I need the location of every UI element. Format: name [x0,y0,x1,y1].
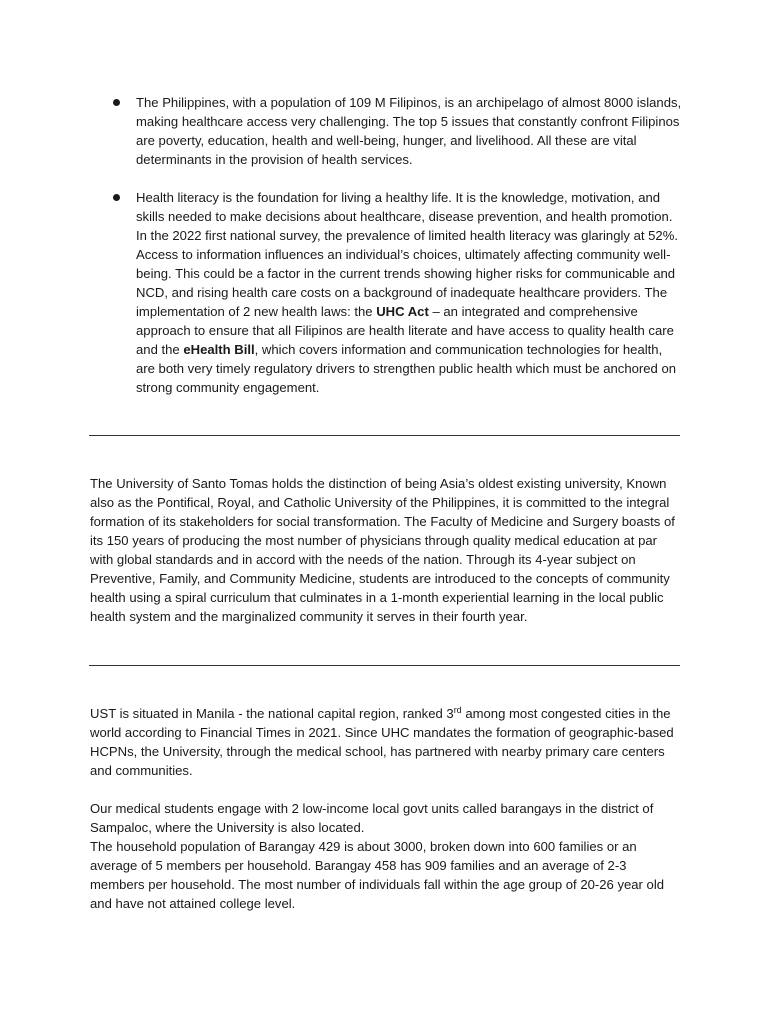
paragraph-text: among most congested cities in the world according to Financial Times in 2021. Since UHC mandates the formation of geographic-based HCPNs, the University, through the medical school, has partnered with nearby primary care centers and communities. [90,706,674,778]
section-divider [89,435,680,436]
bullet-text: – an integrated and comprehensive approach to ensure that all Filipinos are health literate and have access to quality health care and the [136,304,674,357]
bullet-dot-icon [113,194,120,201]
bullet-item-health-literacy [112,188,682,397]
paragraph-text: UST is situated in Manila - the national capital region, ranked 3 [90,706,454,721]
paragraph-line: Our medical students engage with 2 low-income local govt units called barangays in the district of Sampaloc, where the University is also located. [90,801,654,835]
uhc-act-term: UHC Act [376,304,429,319]
ust-paragraph: The University of Santo Tomas holds the distinction of being Asia’s oldest existing university, Known also as the Pontifical, Royal, and Catholic University of the Philippines, it is committed to the integral formation of its stakeholders for social transformation. The Faculty of Medicine and Surgery boasts of its 150 years of producing the most number of physicians through quality medical education at par with global standards and in accord with the needs of the nation. Through its 4-year subject on Preventive, Family, and Community Medicine, students are introduced to the concepts of community health using a spiral curriculum that culminates in a 1-month experiential learning in the local public health system and the marginalized community it serves in their fourth year. [90,476,675,624]
bullet-item-population [112,93,682,169]
ehealth-bill-term: eHealth Bill [183,342,255,357]
bullet-text: The Philippines, with a population of 109 M Filipinos, is an archipelago of almost 8000 islands, making healthcare access very challenging. The top 5 issues that constantly confront Filipinos are poverty, education, health and well-being, hunger, and livelihood. All these are vital determinants in the provision of health services. [136,95,682,167]
barangay-paragraph [90,799,682,913]
bullet-text: , which covers information and communication technologies for health, are both very timely regulatory drivers to strengthen public health which must be anchored on strong community engagement. [136,342,677,395]
paragraph-line: The household population of Barangay 429 is about 3000, broken down into 600 families or an average of 5 members per household. Barangay 458 has 909 families and an average of 2-3 members per household. The most number of individuals fall within the age group of 20-26 year old and have not attained college level. [90,839,665,911]
section-divider [89,665,680,666]
bullet-dot-icon [113,99,120,106]
bullet-list [112,93,682,416]
ordinal-superscript: rd [453,705,462,715]
manila-paragraph [90,704,682,780]
bullet-text: Health literacy is the foundation for living a healthy life. It is the knowledge, motivation, and skills needed to make decisions about healthcare, disease prevention, and health promotion. In the 2022 first national survey, the prevalence of limited health literacy was glaringly at 52%. Access to information influences an individual’s choices, ultimately affecting community well-being. This could be a factor in the current trends showing higher risks for communicable and NCD, and rising health care costs on a background of inadequate healthcare providers. The implementation of 2 new health laws: the [136,190,678,319]
